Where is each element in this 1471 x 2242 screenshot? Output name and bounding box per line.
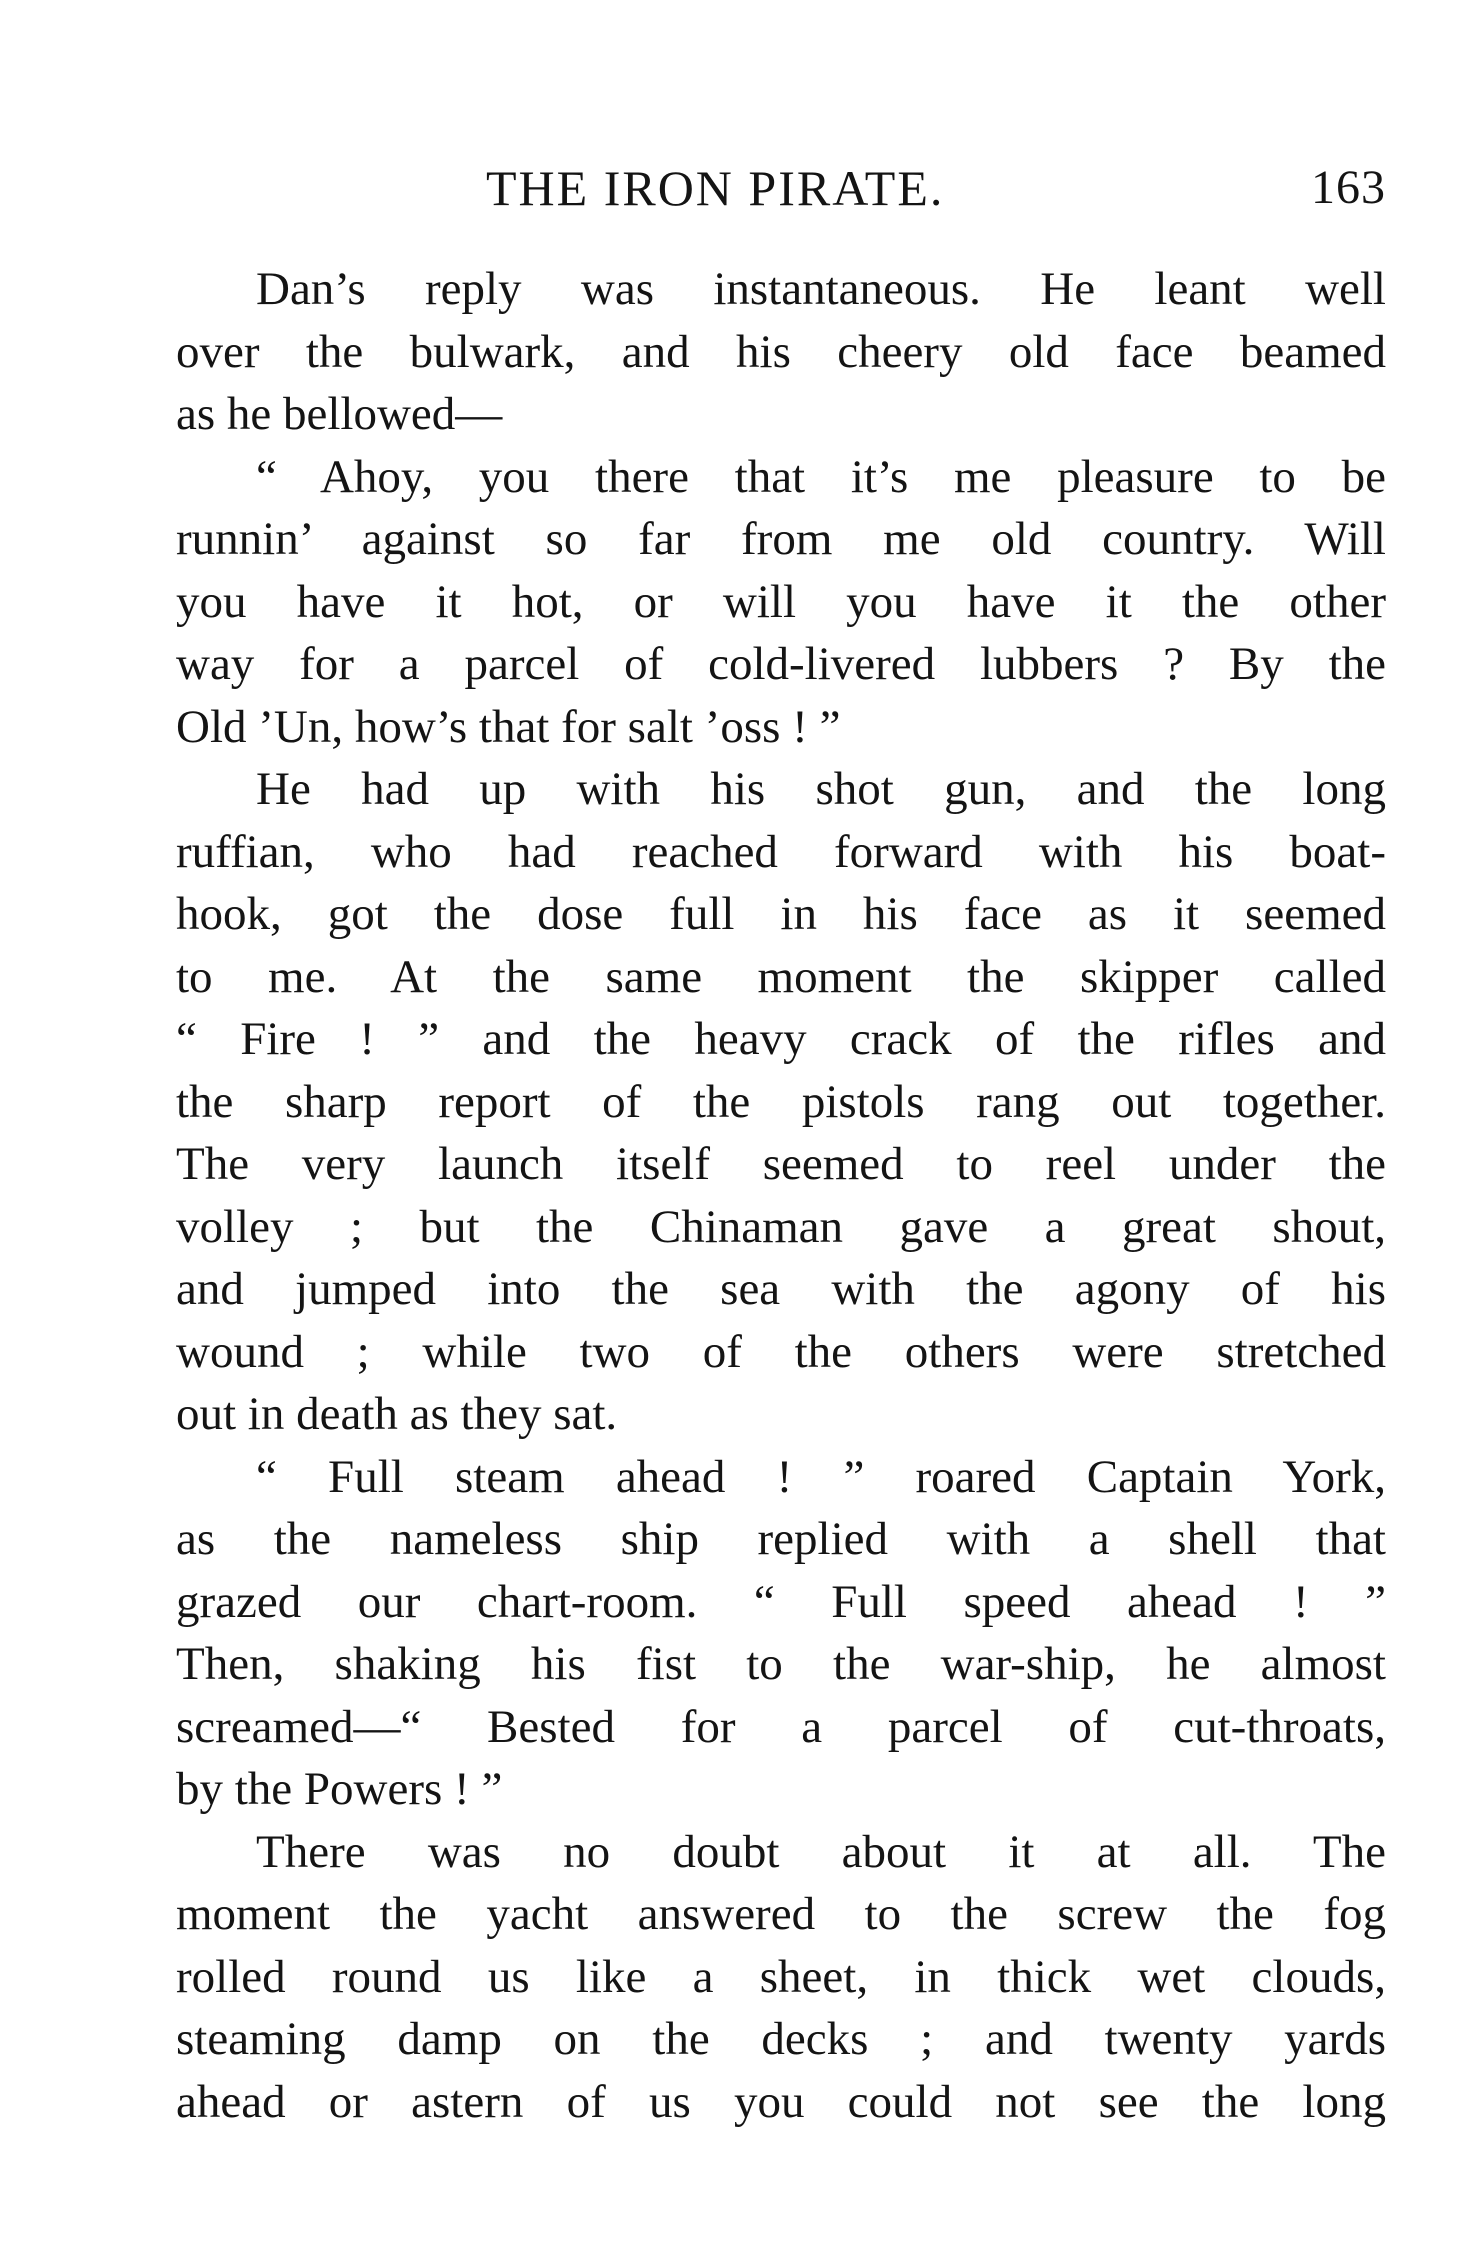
text-line: as he bellowed— xyxy=(176,388,503,440)
text-line: screamed—“ Bested for a parcel of cut-throats, xyxy=(176,1700,1386,1753)
running-title: THE IRON PIRATE. xyxy=(486,160,945,216)
text-line: and jumped into the sea with the agony of his xyxy=(176,1263,1386,1315)
text-line: steaming damp on the decks ; and twenty yards xyxy=(176,2013,1386,2065)
body-text xyxy=(176,258,1386,2133)
text-line: by the Powers ! ” xyxy=(176,1763,503,1815)
text-line: rolled round us like a sheet, in thick wet clouds, xyxy=(176,1950,1386,2003)
text-line: the sharp report of the pistols rang out together. xyxy=(176,1075,1386,1128)
text-line: “ Ahoy, you there that it’s me pleasure to be xyxy=(256,450,1386,503)
text-line: over the bulwark, and his cheery old face beamed xyxy=(176,325,1386,378)
page-header xyxy=(176,156,1386,220)
text-line: wound ; while two of the others were stretched xyxy=(176,1325,1386,1378)
text-line: ahead or astern of us you could not see the long xyxy=(176,2075,1386,2128)
text-line: Dan’s reply was instantaneous. He leant well xyxy=(256,263,1386,315)
text-line: to me. At the same moment the skipper called xyxy=(176,950,1386,1003)
text-line: He had up with his shot gun, and the long xyxy=(256,763,1386,815)
text-line: moment the yacht answered to the screw the fog xyxy=(176,1888,1386,1940)
text-line: grazed our chart-room. “ Full speed ahead ! ” xyxy=(176,1575,1386,1628)
text-line: The very launch itself seemed to reel under the xyxy=(176,1138,1386,1190)
text-line: way for a parcel of cold-livered lubbers ? By the xyxy=(176,638,1386,690)
text-line: as the nameless ship replied with a shell that xyxy=(176,1513,1386,1565)
text-line: “ Fire ! ” and the heavy crack of the rifles and xyxy=(176,1013,1386,1065)
text-line: hook, got the dose full in his face as it seemed xyxy=(176,888,1386,940)
text-line: runnin’ against so far from me old country. Will xyxy=(176,513,1386,565)
text-line: volley ; but the Chinaman gave a great shout, xyxy=(176,1200,1386,1253)
text-line: There was no doubt about it at all. The xyxy=(256,1825,1386,1878)
text-line: Old ’Un, how’s that for salt ’oss ! ” xyxy=(176,700,841,753)
page-number: 163 xyxy=(1311,161,1386,214)
text-line: out in death as they sat. xyxy=(176,1388,618,1440)
text-line: “ Full steam ahead ! ” roared Captain York, xyxy=(256,1450,1386,1503)
text-line: Then, shaking his fist to the war-ship, he almost xyxy=(176,1638,1386,1690)
text-line: you have it hot, or will you have it the other xyxy=(176,575,1386,628)
text-line: ruffian, who had reached forward with his boat- xyxy=(176,825,1386,878)
